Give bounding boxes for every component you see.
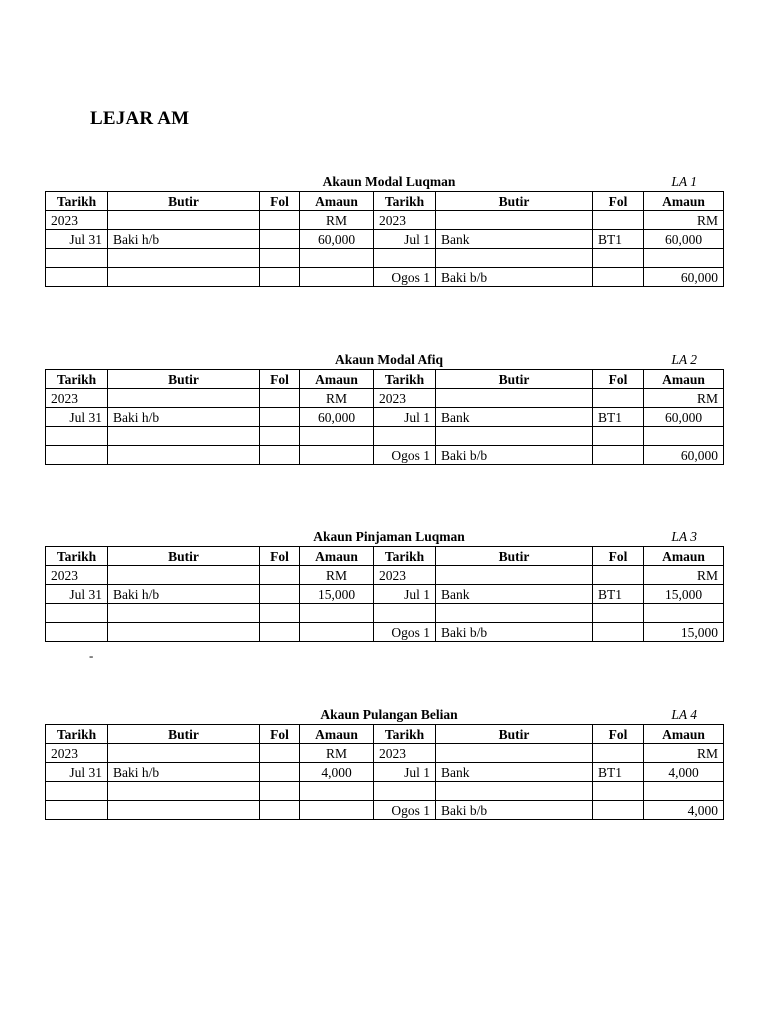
column-header: Amaun [300, 192, 374, 211]
table-cell [374, 782, 436, 801]
account-header [45, 173, 723, 191]
table-cell [374, 604, 436, 623]
table-cell: RM [644, 211, 724, 230]
column-header: Butir [436, 370, 593, 389]
column-header: Tarikh [46, 547, 108, 566]
table-cell: RM [644, 744, 724, 763]
table-cell: Baki h/b [108, 408, 260, 427]
table-cell: 60,000 [644, 446, 724, 465]
table-cell: Baki b/b [436, 623, 593, 642]
table-cell [260, 763, 300, 782]
table-cell [260, 211, 300, 230]
column-header: Butir [108, 370, 260, 389]
column-header: Amaun [300, 370, 374, 389]
table-row [46, 427, 724, 446]
table-cell: 15,000 [644, 623, 724, 642]
table-cell [46, 782, 108, 801]
table-cell [108, 744, 260, 763]
table-cell: Baki b/b [436, 268, 593, 287]
table-cell: Baki b/b [436, 446, 593, 465]
table-cell: 2023 [374, 211, 436, 230]
table-cell [46, 427, 108, 446]
table-row [46, 268, 724, 287]
column-header: Amaun [644, 192, 724, 211]
table-cell [260, 408, 300, 427]
table-cell: 2023 [374, 389, 436, 408]
table-cell [374, 427, 436, 446]
table-cell: 15,000 [300, 585, 374, 604]
table-row [46, 566, 724, 585]
table-cell: Baki h/b [108, 585, 260, 604]
table-cell [46, 446, 108, 465]
table-cell: 4,000 [644, 801, 724, 820]
column-header: Fol [593, 547, 644, 566]
table-cell: Jul 1 [374, 408, 436, 427]
column-header: Butir [436, 192, 593, 211]
table-cell [300, 801, 374, 820]
column-header: Fol [260, 547, 300, 566]
column-header: Butir [436, 725, 593, 744]
table-cell [260, 623, 300, 642]
table-cell [374, 249, 436, 268]
column-header: Tarikh [374, 370, 436, 389]
table-cell: Jul 31 [46, 408, 108, 427]
table-cell: Ogos 1 [374, 801, 436, 820]
table-row [46, 211, 724, 230]
table-row [46, 744, 724, 763]
table-cell [108, 211, 260, 230]
table-cell [46, 623, 108, 642]
table-cell: BT1 [593, 230, 644, 249]
table-cell: Ogos 1 [374, 446, 436, 465]
table-cell [260, 782, 300, 801]
table-cell: RM [644, 389, 724, 408]
table-row [46, 782, 724, 801]
table-cell [593, 566, 644, 585]
table-cell [260, 744, 300, 763]
table-cell: Baki b/b [436, 801, 593, 820]
table-cell [46, 801, 108, 820]
table-row [46, 623, 724, 642]
table-cell [593, 389, 644, 408]
table-cell: Bank [436, 763, 593, 782]
table-cell: 60,000 [644, 408, 724, 427]
table-cell [108, 268, 260, 287]
table-cell: Ogos 1 [374, 623, 436, 642]
table-cell [260, 604, 300, 623]
table-cell: 4,000 [300, 763, 374, 782]
account-code: LA 1 [671, 174, 697, 189]
table-cell [436, 427, 593, 446]
column-header: Butir [436, 547, 593, 566]
table-cell [300, 604, 374, 623]
column-header: Tarikh [374, 192, 436, 211]
table-cell [108, 249, 260, 268]
table-cell [593, 801, 644, 820]
table-cell [108, 604, 260, 623]
ledger-account [45, 351, 723, 465]
table-cell [260, 801, 300, 820]
table-row [46, 230, 724, 249]
table-cell: 2023 [46, 211, 108, 230]
column-header: Fol [260, 370, 300, 389]
table-cell: 4,000 [644, 763, 724, 782]
table-cell: Jul 31 [46, 230, 108, 249]
table-cell [593, 604, 644, 623]
table-cell [436, 566, 593, 585]
table-cell: RM [300, 744, 374, 763]
header-row [46, 192, 724, 211]
table-cell [436, 744, 593, 763]
table-cell: Bank [436, 230, 593, 249]
table-cell: Ogos 1 [374, 268, 436, 287]
table-cell [593, 744, 644, 763]
ledger-table [45, 724, 724, 820]
header-row [46, 725, 724, 744]
table-cell: BT1 [593, 763, 644, 782]
table-cell [300, 782, 374, 801]
table-cell: Bank [436, 408, 593, 427]
ledger-table [45, 191, 724, 287]
column-header: Tarikh [46, 725, 108, 744]
table-cell [260, 446, 300, 465]
table-cell [593, 211, 644, 230]
table-cell [300, 249, 374, 268]
account-name: Akaun Pinjaman Luqman [313, 529, 465, 544]
account-header [45, 351, 723, 369]
account-code: LA 4 [671, 707, 697, 722]
table-cell: Jul 31 [46, 585, 108, 604]
header-row [46, 370, 724, 389]
ledger-account [45, 528, 723, 642]
column-header: Fol [593, 370, 644, 389]
page-title: LEJAR AM [90, 108, 190, 129]
account-header [45, 528, 723, 546]
column-header: Fol [593, 192, 644, 211]
column-header: Tarikh [374, 725, 436, 744]
table-cell [46, 249, 108, 268]
column-header: Butir [108, 725, 260, 744]
table-cell [436, 389, 593, 408]
table-row [46, 604, 724, 623]
table-cell [108, 566, 260, 585]
column-header: Tarikh [374, 547, 436, 566]
table-cell [300, 623, 374, 642]
account-name: Akaun Modal Afiq [334, 352, 444, 367]
table-row [46, 408, 724, 427]
table-cell: 15,000 [644, 585, 724, 604]
table-cell: RM [300, 389, 374, 408]
table-cell [644, 604, 724, 623]
column-header: Amaun [644, 547, 724, 566]
table-cell: BT1 [593, 408, 644, 427]
table-cell: RM [300, 566, 374, 585]
table-cell: Baki h/b [108, 230, 260, 249]
table-cell [436, 211, 593, 230]
table-cell: BT1 [593, 585, 644, 604]
table-cell: Jul 1 [374, 763, 436, 782]
table-cell [300, 427, 374, 446]
table-cell: Jul 1 [374, 230, 436, 249]
table-row [46, 249, 724, 268]
table-cell [108, 389, 260, 408]
table-cell: RM [300, 211, 374, 230]
table-cell [436, 782, 593, 801]
column-header: Butir [108, 547, 260, 566]
table-cell [260, 268, 300, 287]
column-header: Fol [260, 192, 300, 211]
table-cell [260, 249, 300, 268]
table-cell [436, 249, 593, 268]
header-row [46, 547, 724, 566]
table-cell [46, 268, 108, 287]
column-header: Fol [593, 725, 644, 744]
table-cell: Jul 1 [374, 585, 436, 604]
ledger-account [45, 706, 723, 820]
table-cell [436, 604, 593, 623]
table-cell: 2023 [46, 566, 108, 585]
table-cell [593, 782, 644, 801]
column-header: Amaun [644, 725, 724, 744]
account-name: Akaun Pulangan Belian [320, 707, 458, 722]
table-cell [260, 427, 300, 446]
table-cell: 2023 [374, 744, 436, 763]
table-row [46, 801, 724, 820]
account-name: Akaun Modal Luqman [322, 174, 456, 189]
table-cell [300, 446, 374, 465]
table-row [46, 585, 724, 604]
table-cell [593, 623, 644, 642]
column-header: Fol [260, 725, 300, 744]
column-header: Tarikh [46, 370, 108, 389]
table-cell: 2023 [46, 389, 108, 408]
table-cell: 60,000 [300, 230, 374, 249]
table-cell [260, 585, 300, 604]
table-cell [593, 249, 644, 268]
table-cell [593, 427, 644, 446]
table-row [46, 389, 724, 408]
table-cell [644, 249, 724, 268]
column-header: Butir [108, 192, 260, 211]
table-cell [260, 566, 300, 585]
table-cell [644, 427, 724, 446]
stray-mark: - [89, 648, 94, 663]
table-cell [108, 427, 260, 446]
table-cell: 60,000 [300, 408, 374, 427]
table-cell [593, 268, 644, 287]
column-header: Amaun [644, 370, 724, 389]
table-cell [260, 230, 300, 249]
table-cell [108, 446, 260, 465]
ledger-table [45, 369, 724, 465]
column-header: Amaun [300, 547, 374, 566]
column-header: Amaun [300, 725, 374, 744]
column-header: Tarikh [46, 192, 108, 211]
table-cell: 2023 [374, 566, 436, 585]
account-code: LA 2 [671, 352, 697, 367]
table-cell [108, 782, 260, 801]
table-cell: 60,000 [644, 268, 724, 287]
table-row [46, 763, 724, 782]
table-cell: Bank [436, 585, 593, 604]
table-cell [46, 604, 108, 623]
table-cell: RM [644, 566, 724, 585]
table-row [46, 446, 724, 465]
table-cell: 2023 [46, 744, 108, 763]
table-cell [108, 623, 260, 642]
table-cell [260, 389, 300, 408]
table-cell [108, 801, 260, 820]
ledger-table [45, 546, 724, 642]
account-header [45, 706, 723, 724]
account-code: LA 3 [671, 529, 697, 544]
table-cell: Baki h/b [108, 763, 260, 782]
table-cell: Jul 31 [46, 763, 108, 782]
table-cell [644, 782, 724, 801]
table-cell [593, 446, 644, 465]
ledger-account [45, 173, 723, 287]
table-cell [300, 268, 374, 287]
table-cell: 60,000 [644, 230, 724, 249]
